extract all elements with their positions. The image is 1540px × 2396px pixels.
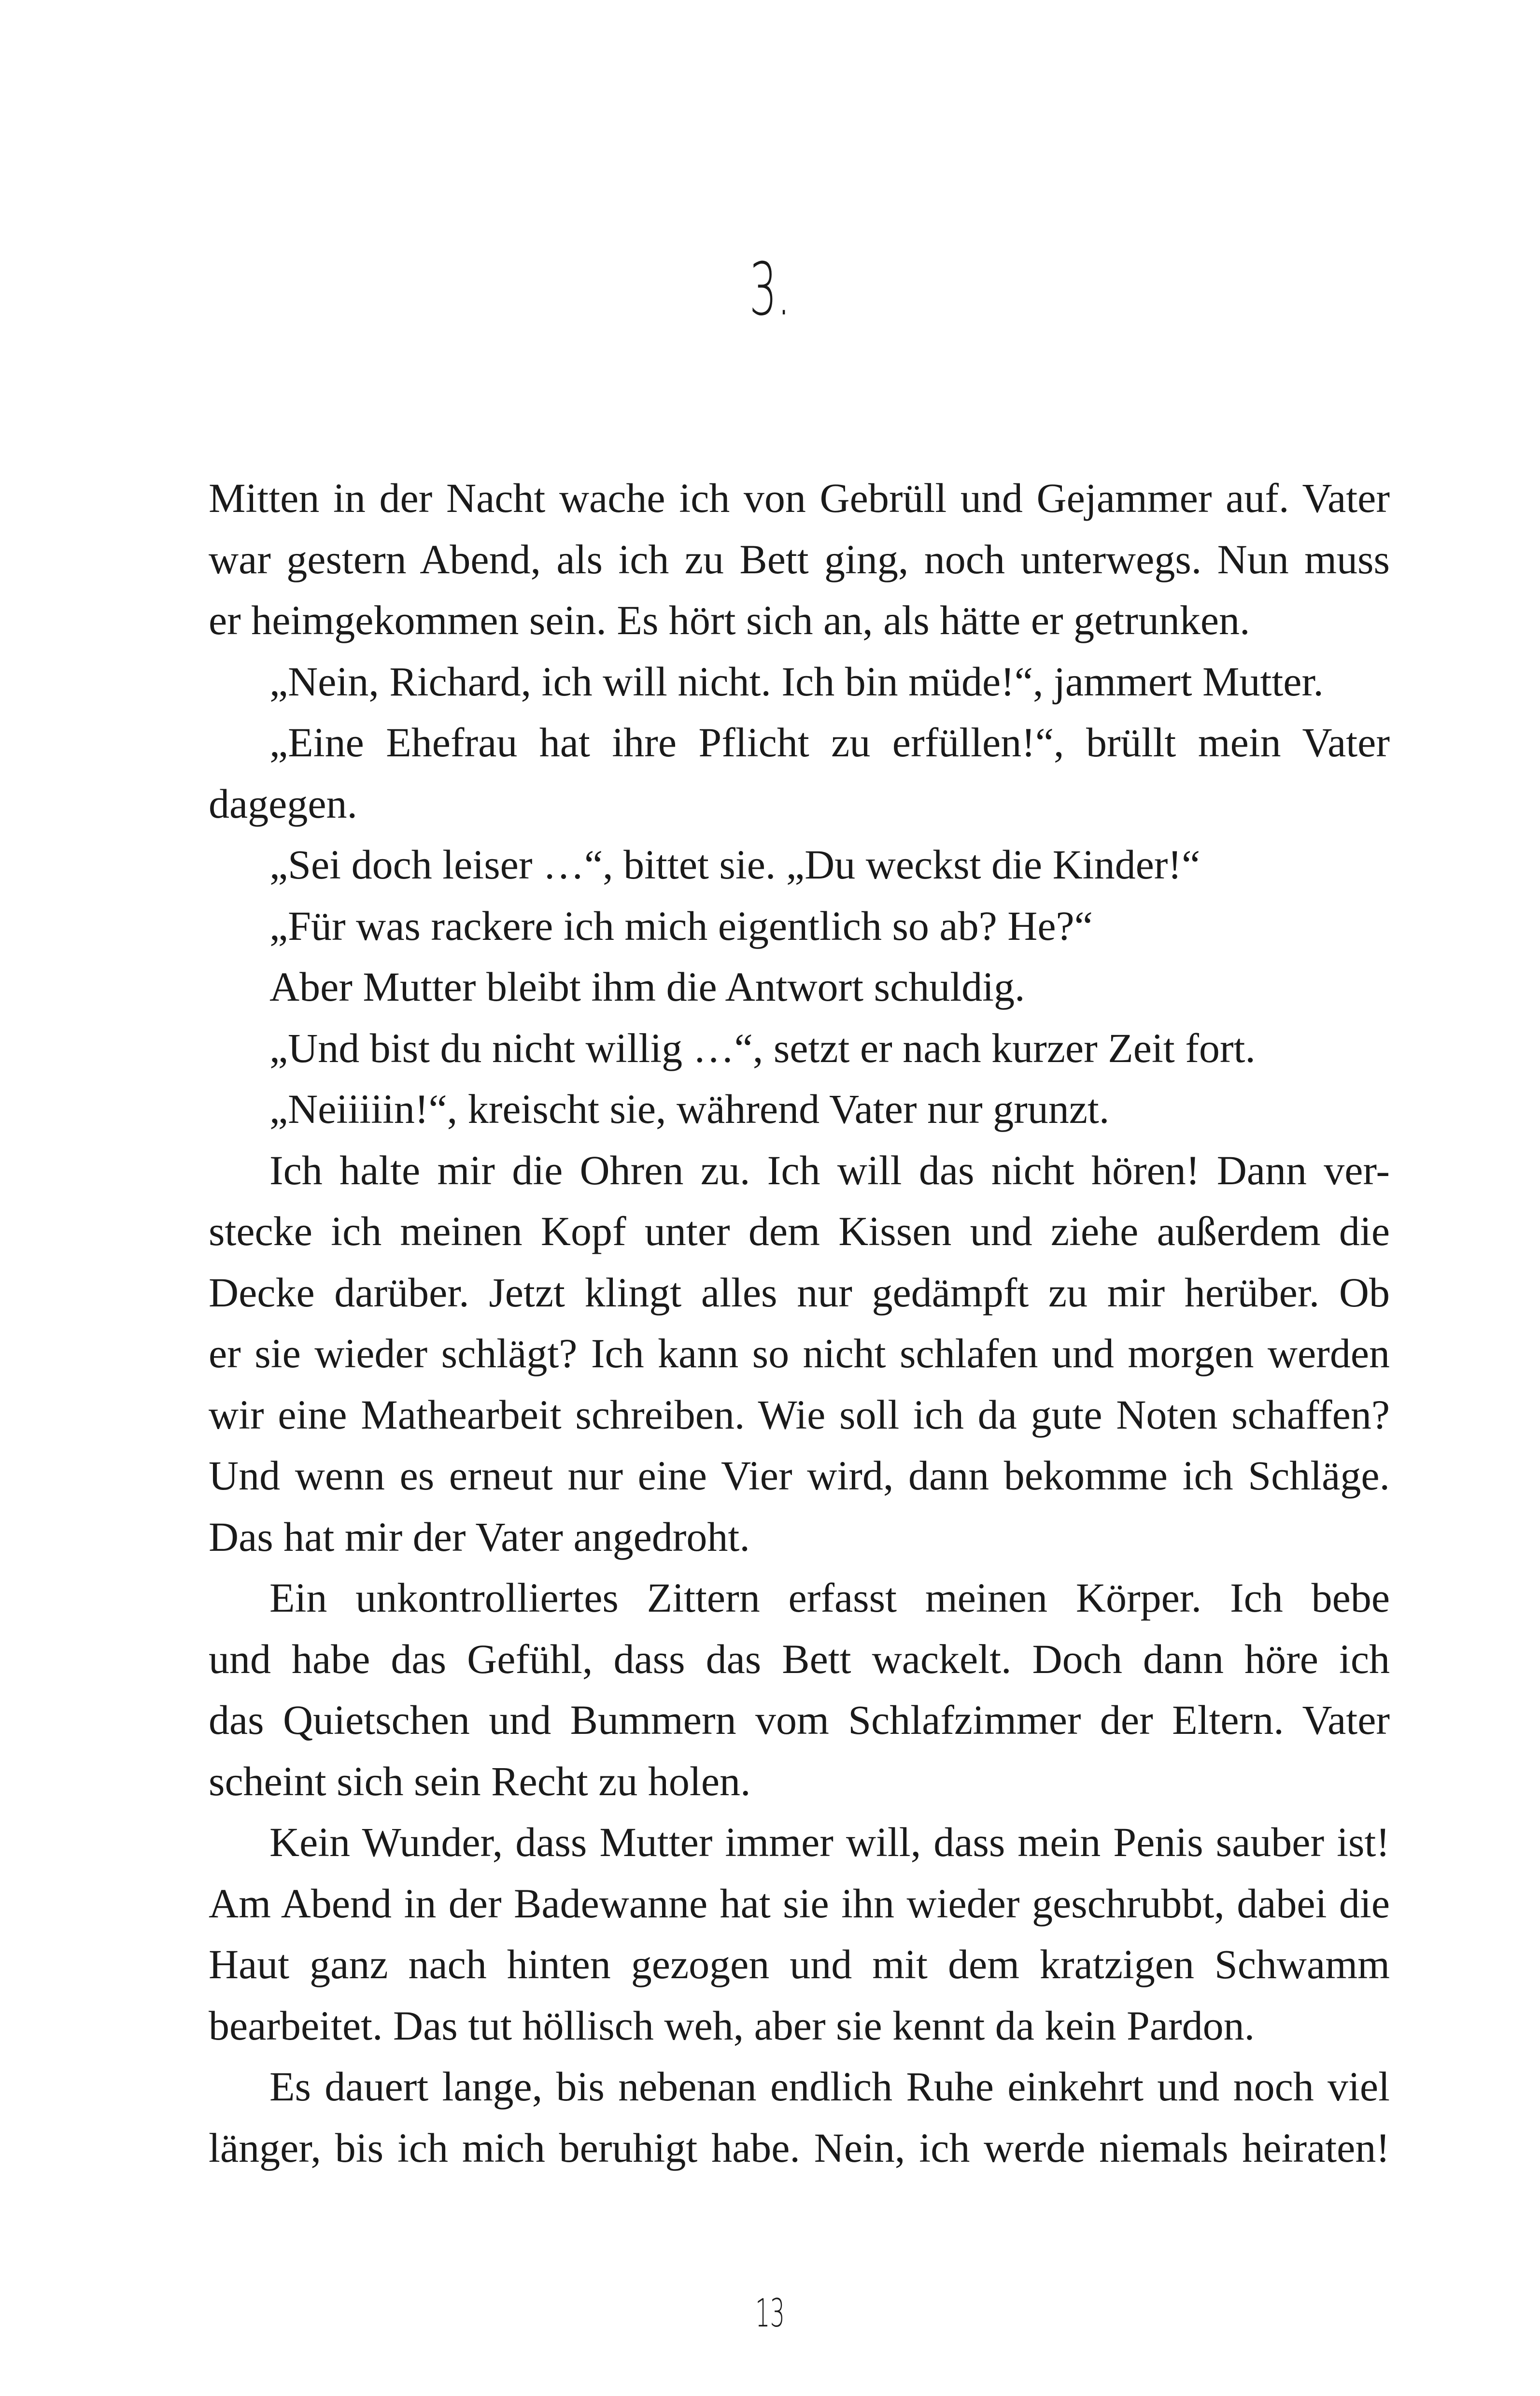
text-line: dagegen. [209,780,358,827]
page-number: 13 [755,2291,785,2336]
text-line: das Quietschen und Bummern vom Schlafzimmer der Eltern. Vater [209,1697,1390,1743]
text-line: „Für was rackere ich mich eigentlich so ab? He?“ [269,902,1093,949]
text-line: „Und bist du nicht willig …“, setzt er nach kurzer Zeit fort. [269,1024,1256,1071]
text-line: und habe das Gefühl, dass das Bett wackelt. Doch dann höre ich [209,1635,1390,1682]
chapter-number: 3. [749,248,791,332]
chapter-text [209,468,1390,2178]
text-line: war gestern Abend, als ich zu Bett ging, noch unterwegs. Nun muss [209,536,1390,582]
text-line: Decke darüber. Jetzt klingt alles nur gedämpft zu mir herüber. Ob [209,1269,1390,1316]
text-line: Ein unkontrolliertes Zittern erfasst meinen Körper. Ich bebe [269,1574,1390,1621]
text-line: bearbeitet. Das tut höllisch weh, aber sie kennt da kein Pardon. [209,2002,1255,2049]
text-line: „Neiiiiin!“, kreischt sie, während Vater nur grunzt. [269,1086,1110,1132]
text-line: er heimgekommen sein. Es hört sich an, als hätte er getrunken. [209,597,1250,643]
text-line: Kein Wunder, dass Mutter immer will, dass mein Penis sauber ist! [269,1819,1390,1865]
text-line: „Sei doch leiser …“, bittet sie. „Du weckst die Kinder!“ [269,841,1201,888]
text-line: Haut ganz nach hinten gezogen und mit dem kratzigen Schwamm [209,1941,1390,1987]
text-line: scheint sich sein Recht zu holen. [209,1758,751,1804]
text-line: Das hat mir der Vater angedroht. [209,1513,750,1560]
text-line: Aber Mutter bleibt ihm die Antwort schuldig. [269,964,1025,1010]
text-line: „Eine Ehefrau hat ihre Pflicht zu erfüllen!“, brüllt mein Vater [269,719,1390,766]
text-line: Mitten in der Nacht wache ich von Gebrüll und Gejammer auf. Vater [209,475,1390,521]
text-line: Es dauert lange, bis nebenan endlich Ruhe einkehrt und noch viel [269,2063,1390,2110]
text-line: Ich halte mir die Ohren zu. Ich will das nicht hören! Dann ver- [269,1147,1390,1193]
text-line: länger, bis ich mich beruhigt habe. Nein, ich werde niemals heiraten! [209,2124,1390,2171]
text-line: er sie wieder schlägt? Ich kann so nicht schlafen und morgen werden [209,1330,1390,1376]
text-line: Und wenn es erneut nur eine Vier wird, dann bekomme ich Schläge. [209,1452,1390,1499]
text-line: wir eine Mathearbeit schreiben. Wie soll ich da gute Noten schaffen? [209,1391,1390,1438]
text-line: „Nein, Richard, ich will nicht. Ich bin müde!“, jammert Mutter. [269,658,1324,705]
text-line: stecke ich meinen Kopf unter dem Kissen und ziehe außerdem die [209,1208,1390,1254]
text-line: Am Abend in der Badewanne hat sie ihn wieder geschrubbt, dabei die [209,1880,1390,1927]
